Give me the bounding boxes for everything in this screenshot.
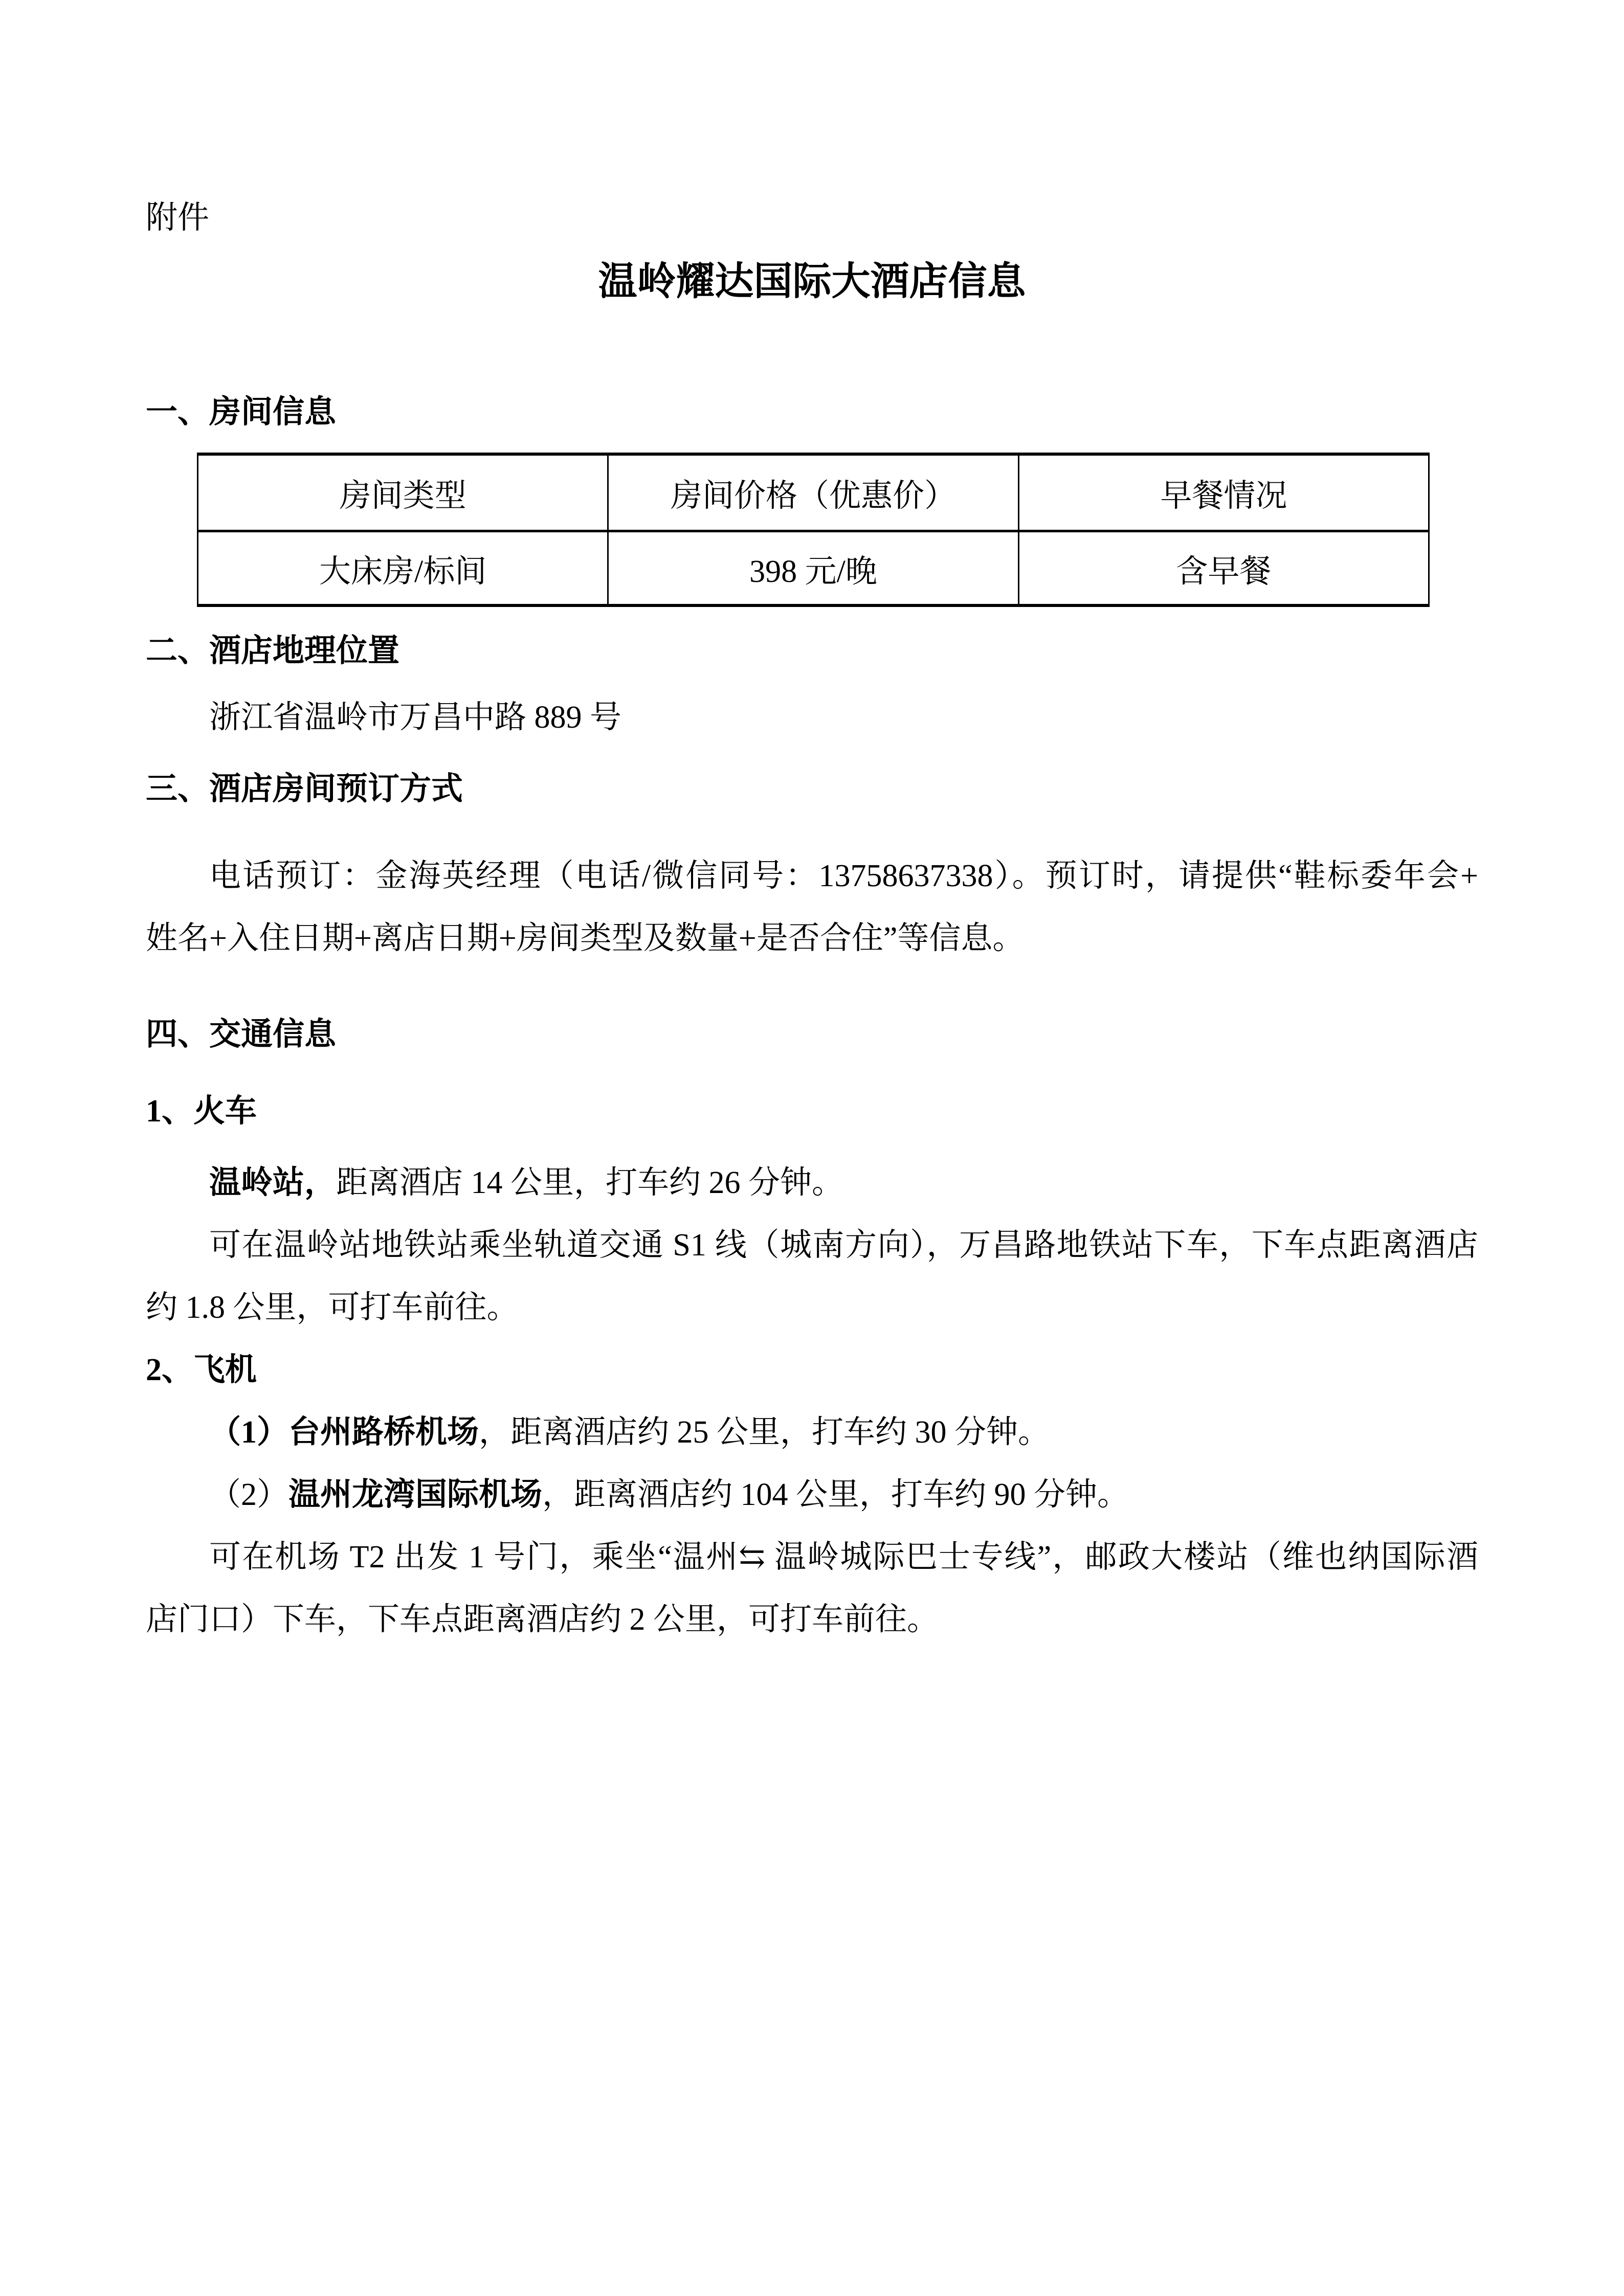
table-header-room-type: 房间类型 (198, 454, 608, 531)
table-cell-room-type: 大床房/标间 (198, 531, 608, 606)
room-info-table (197, 453, 1430, 607)
table-row (198, 531, 1429, 606)
section-heading-booking: 三、酒店房间预订方式 (146, 772, 463, 806)
attachment-label: 附件 (146, 200, 210, 235)
table-cell-breakfast: 含早餐 (1018, 531, 1429, 606)
train-station-detail: 距离酒店 14 公里，打车约 26 分钟。 (336, 1165, 844, 1200)
plane-item-2-airport: 温州龙湾国际机场 (288, 1477, 543, 1512)
subsection-heading-train: 1、火车 (146, 1094, 257, 1129)
train-metro-line-2: 约 1.8 公里，可打车前往。 (146, 1290, 519, 1325)
train-metro-paragraph (146, 1214, 1478, 1339)
table-cell-room-price: 398 元/晚 (608, 531, 1018, 606)
table-header-breakfast: 早餐情况 (1018, 454, 1429, 531)
table-header-room-price: 房间价格（优惠价） (608, 454, 1018, 531)
section-heading-location: 二、酒店地理位置 (146, 634, 400, 668)
document-title: 温岭耀达国际大酒店信息 (598, 260, 1026, 303)
plane-item-1-detail: ，距离酒店约 25 公里，打车约 30 分钟。 (479, 1415, 1050, 1450)
plane-bus-line-1: 可在机场 T2 出发 1 号门，乘坐“温州⇆ 温岭城际巴士专线”，邮政大楼站（维也纳国际酒 (209, 1540, 1478, 1574)
address-line: 浙江省温岭市万昌中路 889 号 (209, 700, 622, 735)
section-heading-room-info: 一、房间信息 (146, 395, 337, 430)
train-metro-line-1: 可在温岭站地铁站乘坐轨道交通 S1 线（城南方向），万昌路地铁站下车，下车点距离酒店 (209, 1228, 1478, 1263)
booking-line-1: 电话预订：金海英经理（电话/微信同号：13758637338）。预订时，请提供“鞋标委年会+ (209, 859, 1478, 893)
plane-bus-paragraph (146, 1526, 1478, 1651)
plane-item-2-detail: ，距离酒店约 104 公里，打车约 90 分钟。 (542, 1477, 1129, 1512)
plane-bus-line-2: 店门口）下车，下车点距离酒店约 2 公里，可打车前往。 (146, 1602, 939, 1637)
plane-item-1-airport: （1）台州路桥机场 (209, 1415, 479, 1450)
section-heading-traffic: 四、交通信息 (146, 1017, 337, 1052)
train-station-name: 温岭站， (209, 1165, 337, 1200)
plane-item-2 (146, 1464, 1478, 1526)
booking-line-2: 姓名+入住日期+离店日期+房间类型及数量+是否合住”等信息。 (146, 921, 1025, 956)
train-station-line (146, 1152, 1478, 1214)
booking-paragraph (146, 845, 1478, 970)
subsection-heading-plane: 2、飞机 (146, 1353, 257, 1387)
plane-item-2-number: （2） (209, 1477, 289, 1512)
plane-item-1 (146, 1401, 1478, 1464)
table-header-row (198, 454, 1429, 531)
